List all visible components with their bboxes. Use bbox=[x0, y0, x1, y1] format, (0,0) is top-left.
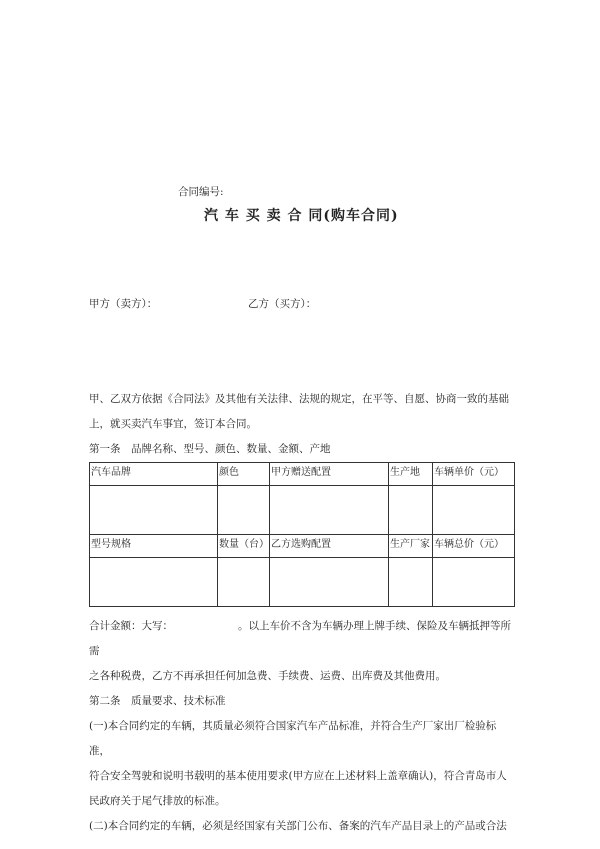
cell-optional-config-header: 乙方选购配置 bbox=[270, 535, 389, 558]
table-row bbox=[90, 558, 515, 607]
total-amount-line bbox=[89, 614, 514, 664]
item-1-line-2: 符合安全驾驶和说明书载明的基本使用要求(甲方应在上述材料上盖章确认)，符合青岛市人 bbox=[89, 770, 507, 782]
item-1-line-1: (一)本合同约定的车辆，其质量必须符合国家汽车产品标准，并符合生产厂家出厂检验标准， bbox=[89, 720, 497, 757]
table-row bbox=[90, 535, 515, 558]
cell-color-header: 颜色 bbox=[218, 463, 270, 486]
cell-gift-config-header: 甲方赠送配置 bbox=[270, 463, 389, 486]
cell-model-value[interactable] bbox=[90, 558, 218, 607]
cell-quantity-value[interactable] bbox=[218, 558, 270, 607]
table-row bbox=[90, 463, 515, 486]
item-1-line-3: 民政府关于尾气排放的标准。 bbox=[89, 795, 226, 807]
article-1-heading: 第一条 品牌名称、型号、颜色、数量、金额、产地 bbox=[89, 443, 331, 455]
vehicle-spec-table bbox=[89, 462, 515, 607]
article-2-heading: 第二条 质量要求、技术标准 bbox=[89, 695, 226, 707]
intro-line-2: 上，就买卖汽车事宜，签订本合同。 bbox=[89, 418, 257, 430]
cell-unit-price-header: 车辆单价（元） bbox=[433, 463, 515, 486]
cell-total-price-value[interactable] bbox=[433, 558, 515, 607]
cell-brand-value[interactable] bbox=[90, 486, 218, 535]
cell-color-value[interactable] bbox=[218, 486, 270, 535]
party-b-label: 乙方（买方）： bbox=[248, 298, 317, 310]
cell-brand-header: 汽车品牌 bbox=[90, 463, 218, 486]
cell-model-header: 型号规格 bbox=[90, 535, 218, 558]
cell-gift-config-value[interactable] bbox=[270, 486, 389, 535]
cell-unit-price-value[interactable] bbox=[433, 486, 515, 535]
contract-number-label: 合同编号: bbox=[178, 186, 224, 198]
table-row bbox=[90, 486, 515, 535]
cell-origin-header: 生产地 bbox=[389, 463, 433, 486]
cell-quantity-header: 数量（台） bbox=[218, 535, 270, 558]
cell-manufacturer-value[interactable] bbox=[389, 558, 433, 607]
intro-paragraph bbox=[89, 387, 514, 462]
item-2-line-1: (二)本合同约定的车辆，必须是经国家有关部门公布、备案的汽车产品目录上的产品或合法 bbox=[89, 820, 507, 832]
total-amount-note: 。以上车价不含为车辆办理上牌手续、保险及车辆抵押等所需 bbox=[89, 620, 511, 657]
party-a-label: 甲方（卖方）： bbox=[89, 298, 158, 310]
cell-origin-value[interactable] bbox=[389, 486, 433, 535]
document-title: 汽 车 买 卖 合 同(购车合同) bbox=[204, 208, 399, 224]
intro-line-1: 甲、乙双方依据《合同法》及其他有关法律、法规的规定，在平等、自愿、协商一致的基础 bbox=[89, 393, 509, 405]
total-amount-label: 合计金额：大写： bbox=[89, 620, 173, 632]
terms-paragraph bbox=[89, 614, 514, 839]
cell-optional-config-value[interactable] bbox=[270, 558, 389, 607]
total-amount-line-2: 之各种税费，乙方不再承担任何加急费、手续费、运费、出库费及其他费用。 bbox=[89, 670, 446, 682]
cell-manufacturer-header: 生产厂家 bbox=[389, 535, 433, 558]
cell-total-price-header: 车辆总价（元） bbox=[433, 535, 515, 558]
